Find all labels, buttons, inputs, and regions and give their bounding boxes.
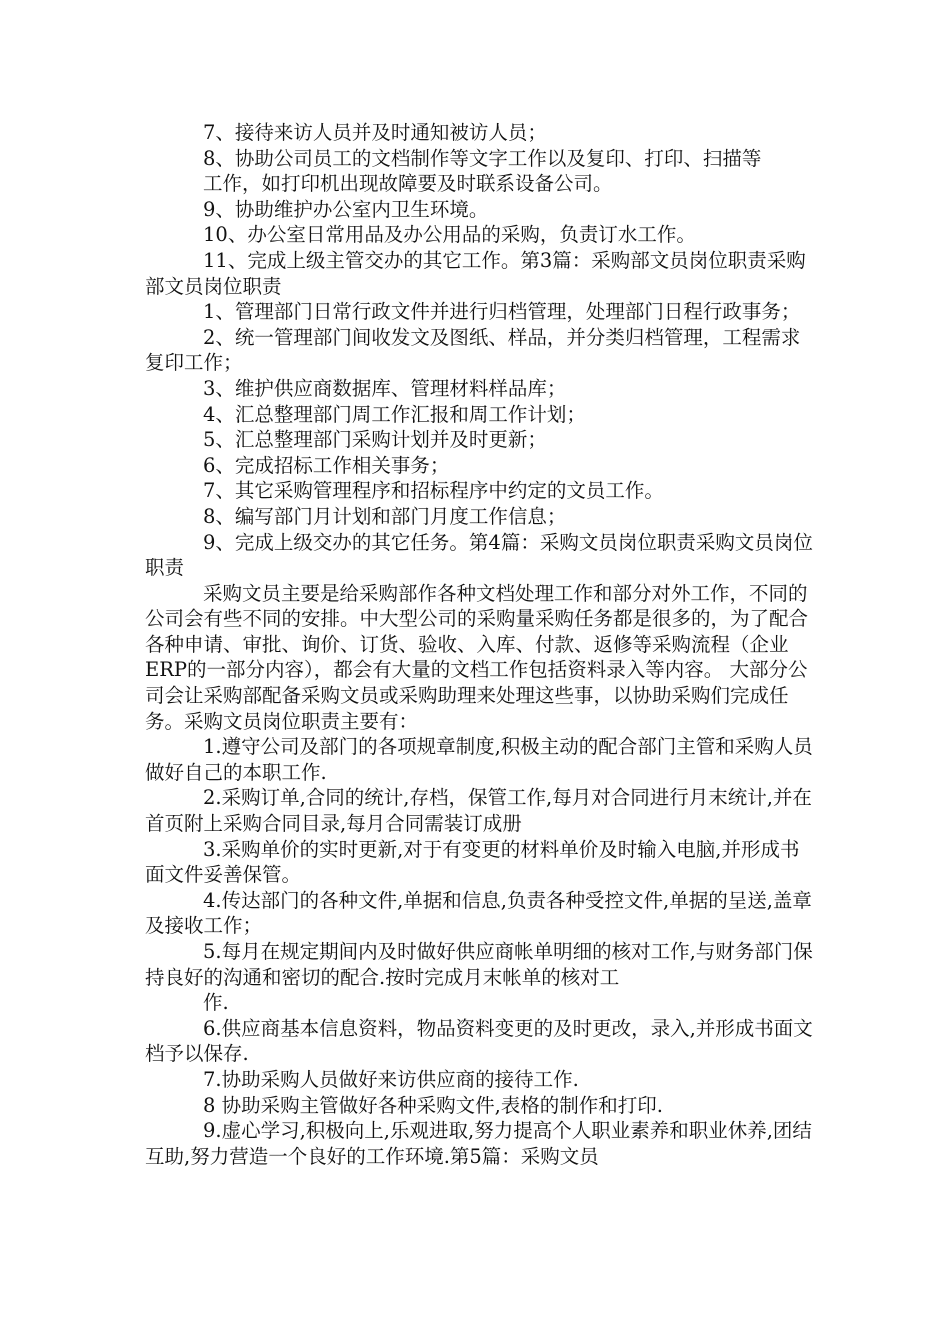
paragraph: 9、完成上级交办的其它任务。第4篇：采购文员岗位职责采购文员岗位职责 <box>145 530 813 580</box>
paragraph: 5、汇总整理部门采购计划并及时更新； <box>203 428 547 452</box>
paragraph: 1.遵守公司及部门的各项规章制度,积极主动的配合部门主管和采购人员做好自己的本职工作. <box>145 735 813 784</box>
paragraph: 4、汇总整理部门周工作汇报和周工作计划； <box>203 402 586 426</box>
paragraph: 11、完成上级主管交办的其它工作。第3篇：采购部文员岗位职责采购部文员岗位职责 <box>145 248 806 298</box>
paragraph: 工作，如打印机出现故障要及时联系设备公司。 <box>203 172 613 196</box>
paragraph: 1、管理部门日常行政文件并进行归档管理，处理部门日程行政事务； <box>203 300 801 324</box>
paragraph: 9.虚心学习,积极向上,乐观进取,努力提高个人职业素养和职业休养,团结互助,努力营造一个良好的工作环境.第5篇：采购文员 <box>145 1119 812 1168</box>
paragraph: 8 协助采购主管做好各种采购文件,表格的制作和打印. <box>203 1093 664 1117</box>
paragraph: 7.协助采购人员做好来访供应商的接待工作. <box>203 1067 579 1091</box>
paragraph: 3.采购单价的实时更新,对于有变更的材料单价及时输入电脑,并形成书面文件妥善保管。 <box>145 837 800 887</box>
paragraph: 9、协助维护办公室内卫生环境。 <box>203 197 489 221</box>
paragraph: 2.采购订单,合同的统计,存档，保管工作,每月对合同进行月末统计,并在首页附上采购合同目录,每月合同需装订成册 <box>145 786 812 836</box>
paragraph: 3、维护供应商数据库、管理材料样品库； <box>203 376 567 400</box>
paragraph: 作. <box>203 991 229 1015</box>
paragraph: 8、协助公司员工的文档制作等文字工作以及复印、打印、扫描等 <box>203 146 762 170</box>
paragraph: 2、统一管理部门间收发文及图纸、样品，并分类归档管理，工程需求复印工作； <box>145 325 801 375</box>
paragraph: 5.每月在规定期间内及时做好供应商帐单明细的核对工作,与财务部门保持良好的沟通和密切的配合.按时完成月末帐单的核对工 <box>145 940 813 989</box>
paragraph: 采购文员主要是给采购部作各种文档处理工作和部分对外工作，不同的公司会有些不同的安排。中大型公司的采购量采购任务都是很多的，为了配合各种申请、审批、询价、订货、验收、入库、付款、返修等采购流程（企业ERP的一部分内容），都会有大量的文档工作包括资料录入等内容。 大部分公司会让采购部配备采购文员或采购助理来处理这些事，以协助采购们完成任务。采购文员岗位职责主要有： <box>145 581 809 733</box>
paragraph: 8、编写部门月计划和部门月度工作信息； <box>203 504 567 528</box>
paragraph: 10、办公室日常用品及办公用品的采购，负责订水工作。 <box>203 223 696 247</box>
paragraph: 7、接待来访人员并及时通知被访人员； <box>203 121 547 144</box>
document-body <box>145 120 815 1169</box>
paragraph: 7、其它采购管理程序和招标程序中约定的文员工作。 <box>203 479 664 503</box>
paragraph: 4.传达部门的各种文件,单据和信息,负责各种受控文件,单据的呈送,盖章及接收工作； <box>145 888 812 938</box>
paragraph: 6、完成招标工作相关事务； <box>203 453 450 477</box>
paragraph: 6.供应商基本信息资料，物品资料变更的及时更改，录入,并形成书面文档予以保存. <box>145 1016 813 1066</box>
